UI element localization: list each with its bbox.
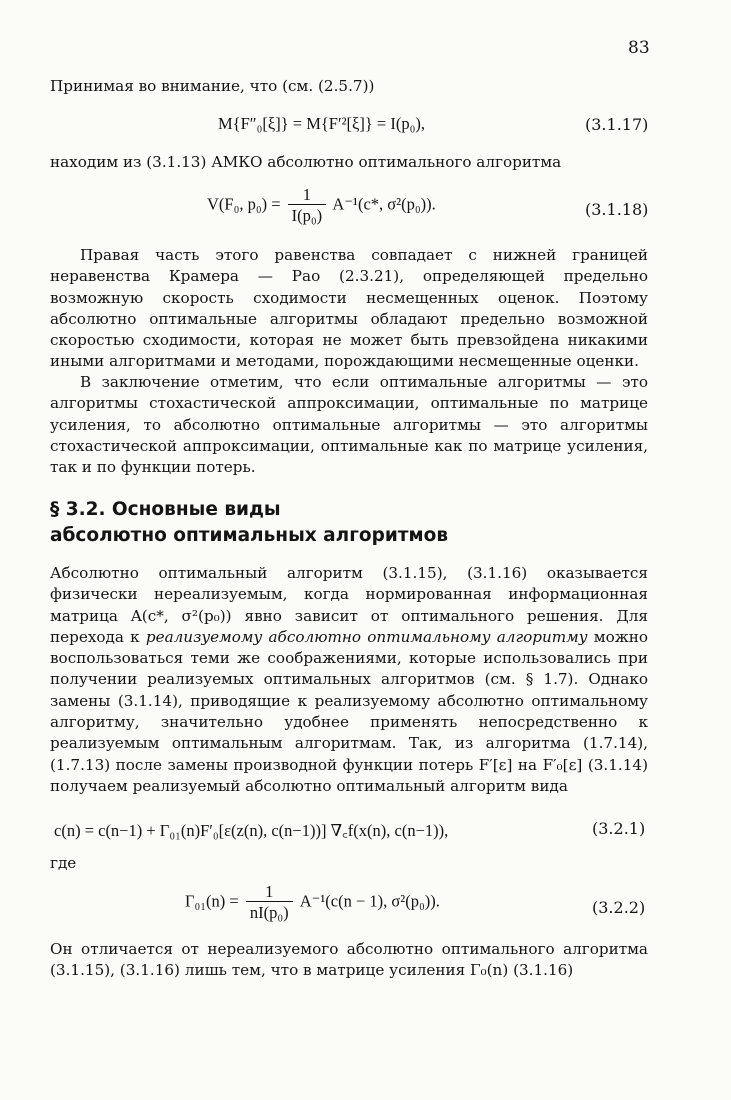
equation-3-1-18-numerator: 1 — [288, 185, 327, 205]
page-number: 83 — [628, 38, 650, 58]
equation-number-3-2-2: (3.2.2) — [592, 898, 646, 917]
paragraph-difference: Он отличается от нереализуемого абсолютно оптимального алгоритма (3.1.15), (3.1.16) лишь тем, что в матрице усиления Γ₀(n) (3.1.16) — [50, 940, 648, 980]
equation-3-1-17: M{F″₀[ξ]} = M{F′²[ξ]} = I(p₀), — [218, 114, 425, 133]
section-heading — [50, 497, 448, 549]
equation-3-1-18 — [207, 185, 436, 226]
paragraph-realizable-part-2: можно воспользоваться теми же соображениями, которые использовались при получении реализуемых оптимальных алгоритмов (см. § 1.7). Однако замены (3.1.14), приводящие к реализуемому абсолютно оптимальному алгоритму, значительно удобнее применять непосредственно к реализуемым оптимальным алгоритмам. Так, из алгоритма (1.7.14), (1.7.13) после замены производной функции потерь F′[ε] на F′₀[ε] (3.1.14) получаем реализуемый абсолютно оптимальный алгоритм вида — [50, 627, 648, 795]
equation-3-2-2-rhs: A⁻¹(c(n − 1), σ²(p₀)). — [299, 891, 440, 911]
paragraph-conclusion: В заключение отметим, что если оптимальные алгоритмы — это алгоритмы стохастической аппроксимации, оптимальные по матрице усиления, то абсолютно оптимальные алгоритмы — это алгоритмы стохастической аппроксимации, оптимальные как по матрице усиления, так и по функции потерь. — [50, 373, 648, 477]
equation-3-1-18-fraction — [288, 185, 327, 226]
equation-number-3-2-1: (3.2.1) — [592, 819, 646, 838]
line-after-3-1-17: находим из (3.1.13) АМКО абсолютно оптимального алгоритма — [50, 153, 562, 171]
section-heading-line-1: § 3.2. Основные виды — [50, 499, 281, 520]
section-heading-line-2: абсолютно оптимальных алгоритмов — [50, 525, 449, 546]
equation-3-2-2-lhs: Γ₀₁(n) = — [185, 891, 239, 911]
paragraph-realizable-part-1: Абсолютно оптимальный алгоритм (3.1.15), (3.1.16) оказывается физически нереализуемым, когда нормированная информационная матрица A(c*, σ²(p₀)) явно зависит от оптимального решения. Для перехода к — [50, 564, 648, 646]
equation-3-1-18-denominator: I(p₀) — [291, 206, 323, 225]
equation-3-2-1: c(n) = c(n−1) + Γ₀₁(n)F′₀[ε(z(n), c(n−1))] ∇꜀f(x(n), c(n−1)), — [54, 821, 449, 840]
intro-line: Принимая во внимание, что (см. (2.5.7)) — [50, 77, 375, 95]
paragraph-cramer-rao: Правая часть этого равенства совпадает с нижней границей неравенства Крамера — Рао (2.3.21), определяющей предельно возможную скорость сходимости несмещенных оценок. Поэтому абсолютно оптимальные алгоритмы обладают предельно возможной скоростью сходимости, которая не может быть превзойдена никакими иными алгоритмами и методами, порождающими несмещенные оценки. — [50, 246, 648, 371]
equation-3-2-2-numerator: 1 — [246, 882, 293, 902]
equation-3-2-2-denominator: nI(p₀) — [249, 903, 289, 922]
equation-3-2-2-fraction — [246, 882, 293, 923]
equation-number-3-1-18: (3.1.18) — [585, 200, 649, 219]
paragraph-realizable-algorithm — [50, 563, 648, 797]
emphasis-realizable-algorithm: реализуемому абсолютно оптимальному алгоритму — [145, 627, 588, 646]
equation-number-3-1-17: (3.1.17) — [585, 115, 649, 134]
where-word: где — [50, 854, 77, 872]
equation-3-2-2 — [185, 882, 440, 923]
equation-3-1-18-lhs: V(F₀, p₀) = — [207, 194, 281, 214]
equation-3-1-18-rhs: A⁻¹(c*, σ²(p₀)). — [332, 194, 436, 214]
